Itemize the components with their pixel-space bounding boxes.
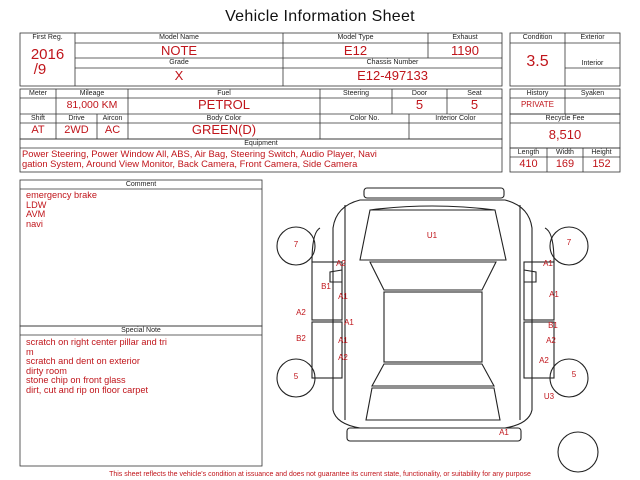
- door-value: 5: [415, 97, 424, 112]
- comment-item: emergency brake: [26, 190, 97, 200]
- first-reg-month: /9: [33, 61, 47, 78]
- damage-r-a1-front: A1: [543, 259, 553, 268]
- interior-color-label: Interior Color: [435, 115, 476, 122]
- history-value: PRIVATE: [520, 100, 555, 109]
- damage-r-a2-rdoor: A2: [546, 336, 556, 345]
- first-reg-label: First Reg.: [32, 34, 63, 41]
- recycle-fee-value: 8,510: [548, 127, 582, 142]
- damage-u1: U1: [426, 231, 438, 240]
- model-type-value: E12: [343, 43, 368, 58]
- disclaimer-footer: This sheet reflects the vehicle's condition at issuance and does not guarantee its current state, functionality, or suitability for any purpose: [109, 471, 531, 478]
- condition-label: Condition: [522, 34, 553, 41]
- aircon-value: AC: [104, 124, 121, 136]
- height-value: 152: [592, 158, 611, 170]
- damage-wheel-fl: 7: [293, 240, 299, 249]
- damage-l-a1-rear: A1: [344, 318, 354, 327]
- fuel-value: PETROL: [197, 97, 250, 112]
- special-note-item: dirty room: [26, 365, 67, 376]
- equipment-label: Equipment: [244, 140, 278, 147]
- door-label: Door: [411, 90, 428, 97]
- chassis-label: Chassis Number: [366, 59, 419, 66]
- page-title: Vehicle Information Sheet: [225, 8, 415, 25]
- model-type-label: Model Type: [337, 34, 374, 41]
- special-note-item: scratch and dent on exterior: [26, 356, 140, 367]
- damage-r-u3: U3: [543, 392, 555, 401]
- mileage-value: 81,000 KM: [66, 99, 118, 111]
- seat-value: 5: [470, 97, 479, 112]
- meter-label: Meter: [29, 90, 47, 97]
- model-name-value: NOTE: [160, 43, 198, 58]
- model-name-label: Model Name: [159, 34, 199, 41]
- shift-value: AT: [31, 124, 45, 136]
- equipment-line-2: gation System, Around View Monitor, Back Camera, Front Camera, Side Camera: [22, 158, 358, 169]
- history-label: History: [526, 90, 549, 97]
- special-note-label: Special Note: [121, 327, 161, 334]
- comment-item: LDW: [26, 199, 47, 210]
- damage-l-a1-door: A1: [338, 292, 348, 301]
- drive-label: Drive: [68, 115, 85, 122]
- mileage-label: Mileage: [79, 90, 105, 97]
- damage-r-a1-door: A1: [549, 290, 559, 299]
- damage-wheel-fr: 7: [566, 238, 572, 247]
- interior-label: Interior: [581, 60, 604, 67]
- damage-l-a2-front: A2: [336, 259, 346, 268]
- recycle-fee-label: Recycle Fee: [545, 115, 585, 122]
- damage-r-b1: B1: [548, 321, 558, 330]
- seat-label: Seat: [467, 90, 482, 97]
- damage-r-a2-quarter: A2: [539, 356, 549, 365]
- special-note-item: stone chip on front glass: [26, 375, 126, 386]
- steering-label: Steering: [342, 90, 370, 97]
- fuel-label: Fuel: [217, 90, 231, 97]
- damage-wheel-rr: 5: [571, 370, 577, 379]
- color-no-label: Color No.: [349, 115, 380, 122]
- condition-value: 3.5: [526, 53, 549, 70]
- damage-wheel-rl: 5: [293, 372, 299, 381]
- body-color-value: GREEN(D): [191, 122, 257, 137]
- syaken-label: Syaken: [580, 90, 605, 97]
- exhaust-value: 1190: [451, 43, 479, 58]
- comment-item: AVM: [26, 209, 46, 220]
- drive-value: 2WD: [64, 124, 89, 136]
- exterior-label: Exterior: [580, 34, 605, 41]
- damage-l-a1-rdoor: A1: [338, 336, 348, 345]
- special-note-item: scratch on right center pillar and tri: [26, 337, 167, 347]
- first-reg-year: 2016: [30, 46, 65, 63]
- width-label: Width: [556, 149, 574, 156]
- length-label: Length: [517, 149, 540, 156]
- body-color-label: Body Color: [206, 115, 242, 122]
- comment-item: navi: [26, 218, 43, 229]
- exhaust-label: Exhaust: [452, 34, 478, 41]
- chassis-value: E12-497133: [357, 68, 428, 83]
- special-note-item: dirt, cut and rip on floor carpet: [26, 384, 149, 395]
- damage-l-a2-quarter: A2: [338, 353, 348, 362]
- damage-l-b2: B2: [296, 334, 306, 343]
- comment-label: Comment: [125, 181, 157, 188]
- length-value: 410: [519, 158, 538, 170]
- damage-l-b1: B1: [321, 282, 331, 291]
- shift-label: Shift: [30, 115, 45, 122]
- equipment-line-1: Power Steering, Power Window All, ABS, Air Bag, Steering Switch, Audio Player, Navi: [22, 148, 377, 159]
- height-label: Height: [591, 149, 612, 156]
- width-value: 169: [555, 158, 575, 170]
- grade-value: X: [174, 68, 184, 83]
- grade-label: Grade: [169, 59, 189, 66]
- special-note-item: m: [26, 346, 34, 357]
- damage-l-a2-sill: A2: [296, 308, 306, 317]
- aircon-label: Aircon: [102, 115, 123, 122]
- damage-rear-a1: A1: [499, 428, 509, 437]
